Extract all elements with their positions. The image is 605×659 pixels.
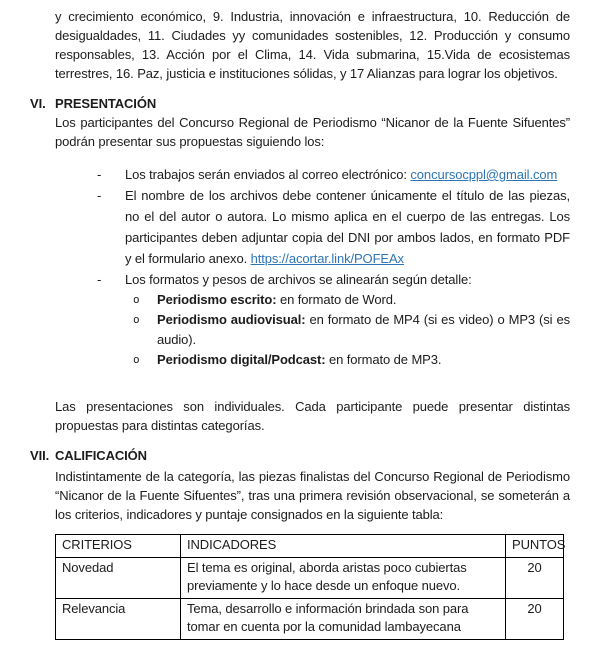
format-desc: en formato de MP3. [325,352,442,367]
bullet-text [125,185,570,269]
section-heading-presentacion [30,94,570,113]
format-desc: en formato de MP4 (si es video) o MP3 (si es audio). [157,312,570,347]
section-number: VI. [30,96,46,111]
email-link[interactable]: concursocppl@gmail.com [410,167,558,182]
col-header-indicadores: INDICADORES [181,535,506,558]
format-label: Periodismo audiovisual: [157,312,306,327]
format-sublist [55,290,570,370]
sublist-item-digital [55,350,570,370]
table-header-row [56,535,564,558]
table-row [56,558,564,599]
bullet-item-email [55,164,570,185]
table-row [56,599,564,640]
bullet-filenames-text: El nombre de los archivos debe contener únicamente el título de las piezas, no el del autor o autora. Lo mismo aplica en el cuerpo de las entregas. Los participantes deben adjuntar copia del DNI por ambos lados, en formato PDF y el formulario anexo. [125,188,570,266]
section-heading-calificacion [30,446,570,465]
sublist-text [157,350,570,370]
presentacion-lead: Los participantes del Concurso Regional de Periodismo “Nicanor de la Fuente Sifuentes” podrán presentar sus propuestas siguiendo los: [55,115,570,149]
bullet-list [55,164,570,370]
intro-paragraph: y crecimiento económico, 9. Industria, innovación e infraestructura, 10. Reducción de desigualdades, 11. Ciudades yy comunidades sostenibles, 12. Producción y consumo responsables, 13. Acción por el Clima, 14. Vida submarina, 15.Vida de ecosistemas terrestres, 16. Paz, justicia e instituciones sólidas, y 17 Alianzas para lograr los objetivos. [55,9,570,81]
section-title: CALIFICACIÓN [55,448,147,463]
cell-puntos: 20 [506,599,564,640]
format-desc: en formato de Word. [276,292,397,307]
form-link[interactable]: https://acortar.link/POFEAx [250,251,404,266]
sublist-item-audiovisual [55,310,570,350]
calificacion-lead: Indistintamente de la categoría, las piezas finalistas del Concurso Regional de Periodismo “Nicanor de la Fuente Sifuentes”, tras una primera revisión observacional, se someterán a los criterios, indicadores y puntaje consignados en la siguiente tabla: [55,469,570,522]
bullet-formats-text: Los formatos y pesos de archivos se alinearán según detalle: [125,272,472,287]
sublist-text [157,290,570,310]
dash-bullet-icon: - [97,167,102,182]
cell-criterio: Novedad [56,558,181,599]
cell-indicador: Tema, desarrollo e información brindada son para tomar en cuenta por la comunidad lambayecana [181,599,506,640]
section-title: PRESENTACIÓN [55,96,157,111]
sublist-text [157,310,570,350]
col-header-puntos: PUNTOS [506,535,564,558]
format-label: Periodismo escrito: [157,292,277,307]
circle-bullet-icon: o [133,313,140,326]
circle-bullet-icon: o [133,293,140,306]
section-number: VII. [30,448,50,463]
presentacion-closing: Las presentaciones son individuales. Cada participante puede presentar distintas propuestas para distintas categorías. [55,399,570,433]
dash-bullet-icon: - [97,188,102,203]
criteria-table [55,534,564,640]
circle-bullet-icon: o [133,353,140,366]
cell-criterio: Relevancia [56,599,181,640]
dash-bullet-icon: - [97,272,102,287]
format-label: Periodismo digital/Podcast: [157,352,326,367]
cell-puntos: 20 [506,558,564,599]
bullet-email-text: Los trabajos serán enviados al correo electrónico: [125,167,411,182]
bullet-item-filenames [55,185,570,269]
bullet-item-formats [55,269,570,290]
col-header-criterios: CRITERIOS [56,535,181,558]
bullet-text [125,164,570,185]
cell-indicador: El tema es original, aborda aristas poco cubiertas previamente y lo hace desde un enfoque nuevo. [181,558,506,599]
sublist-item-escrito [55,290,570,310]
